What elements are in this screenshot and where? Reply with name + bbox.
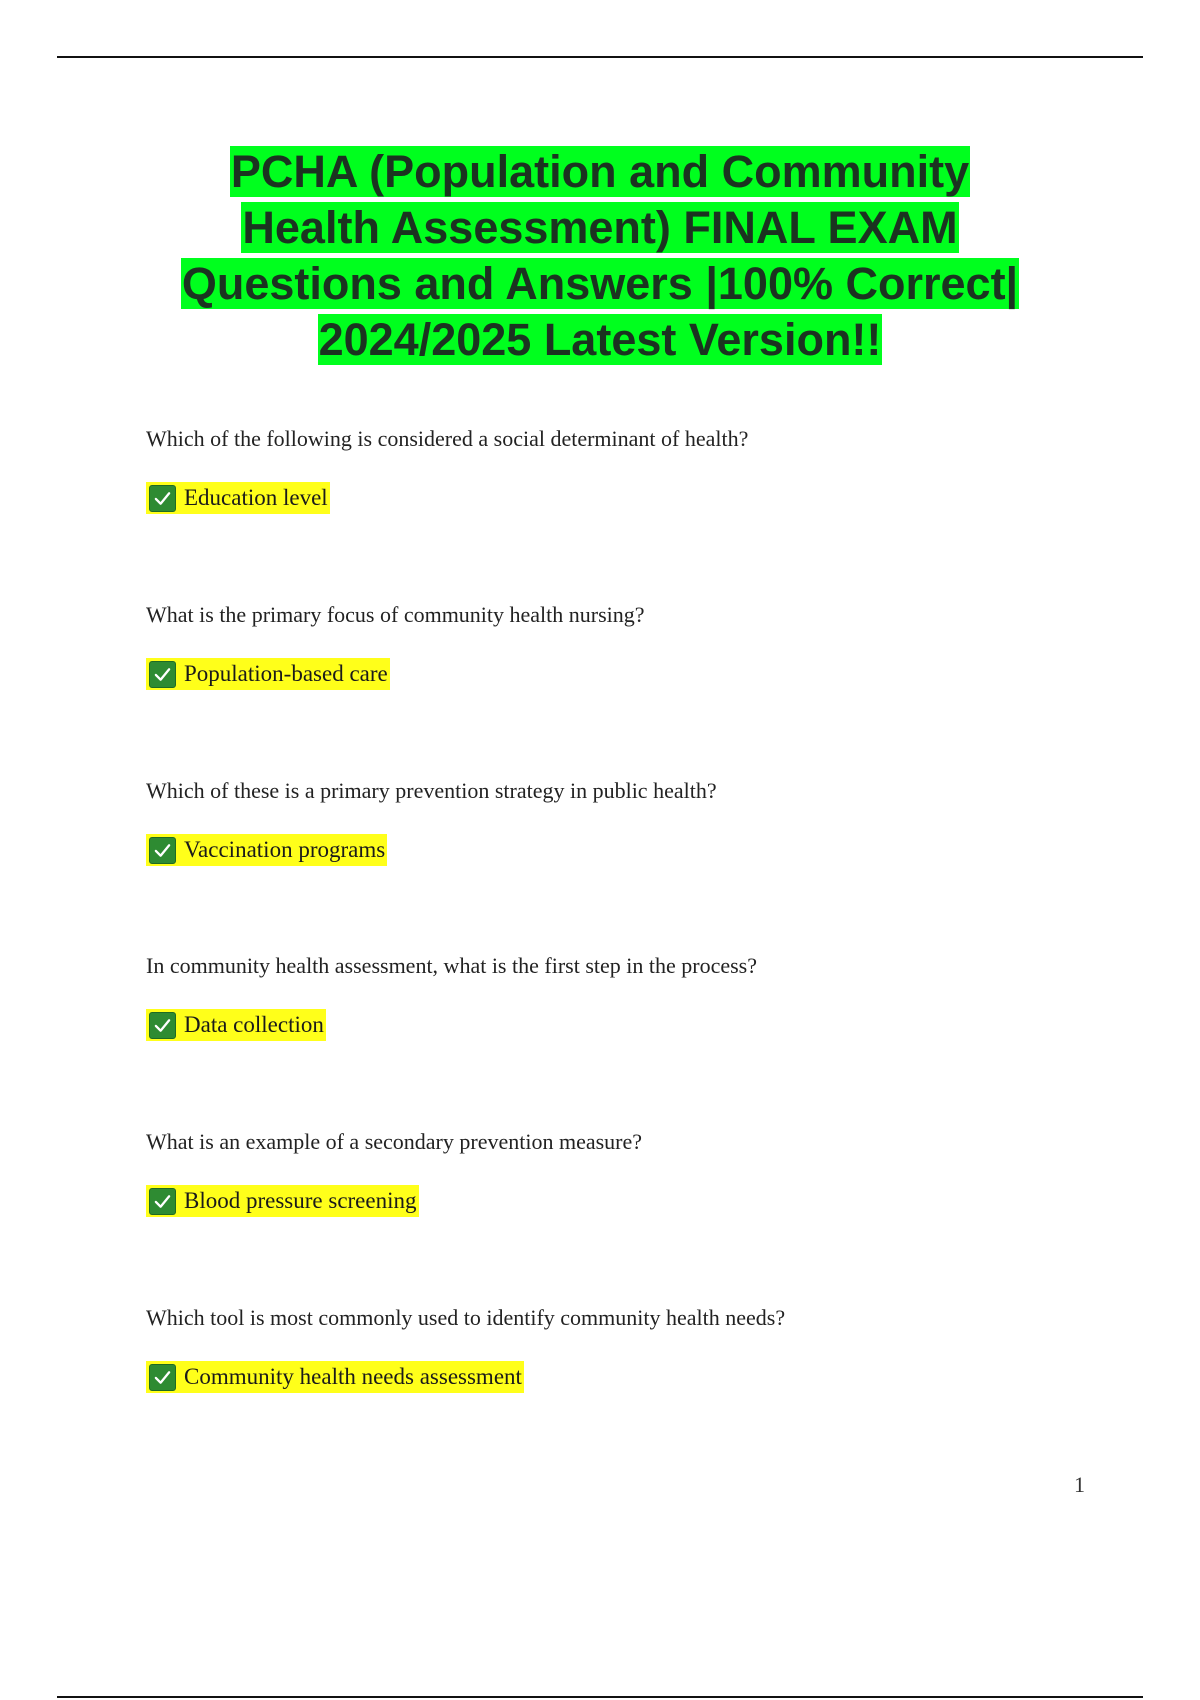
title-line-2: Health Assessment) FINAL EXAM — [242, 202, 958, 253]
question-text: Which tool is most commonly used to identify community health needs? — [146, 1305, 786, 1330]
answer-highlight — [146, 482, 330, 514]
qa-item-6 — [146, 1305, 1086, 1389]
answer-text: Data collection — [184, 1012, 324, 1037]
qa-item-2 — [146, 602, 1086, 686]
document-title — [100, 144, 1100, 368]
answer-highlight — [146, 1009, 326, 1041]
qa-item-1 — [146, 426, 1086, 510]
qa-item-4 — [146, 953, 1086, 1037]
title-line-1: PCHA (Population and Community — [230, 146, 970, 197]
question-text: Which of these is a primary prevention strategy in public health? — [146, 778, 717, 803]
answer-text: Vaccination programs — [184, 837, 386, 862]
check-mark-icon — [149, 1364, 176, 1391]
question-text: Which of the following is considered a social determinant of health? — [146, 426, 749, 451]
answer-highlight — [146, 658, 390, 690]
question-text: What is the primary focus of community health nursing? — [146, 602, 645, 627]
page-number: 1 — [1074, 1472, 1085, 1497]
title-line-4: 2024/2025 Latest Version!! — [318, 314, 882, 365]
question-text: What is an example of a secondary prevention measure? — [146, 1129, 643, 1154]
bottom-divider — [57, 1696, 1143, 1698]
question-text: In community health assessment, what is the first step in the process? — [146, 953, 757, 978]
check-mark-icon — [149, 485, 176, 512]
answer-highlight — [146, 1361, 524, 1393]
answer-text: Community health needs assessment — [184, 1364, 522, 1389]
check-mark-icon — [149, 837, 176, 864]
check-mark-icon — [149, 661, 176, 688]
answer-text: Education level — [184, 485, 328, 510]
answer-text: Population-based care — [184, 661, 388, 686]
answer-highlight — [146, 834, 387, 866]
qa-item-3 — [146, 778, 1086, 862]
check-mark-icon — [149, 1188, 176, 1215]
check-mark-icon — [149, 1012, 176, 1039]
answer-highlight — [146, 1185, 419, 1217]
title-line-3: Questions and Answers |100% Correct| — [181, 258, 1019, 309]
answer-text: Blood pressure screening — [184, 1188, 417, 1213]
qa-item-5 — [146, 1129, 1086, 1213]
top-divider — [57, 56, 1143, 58]
